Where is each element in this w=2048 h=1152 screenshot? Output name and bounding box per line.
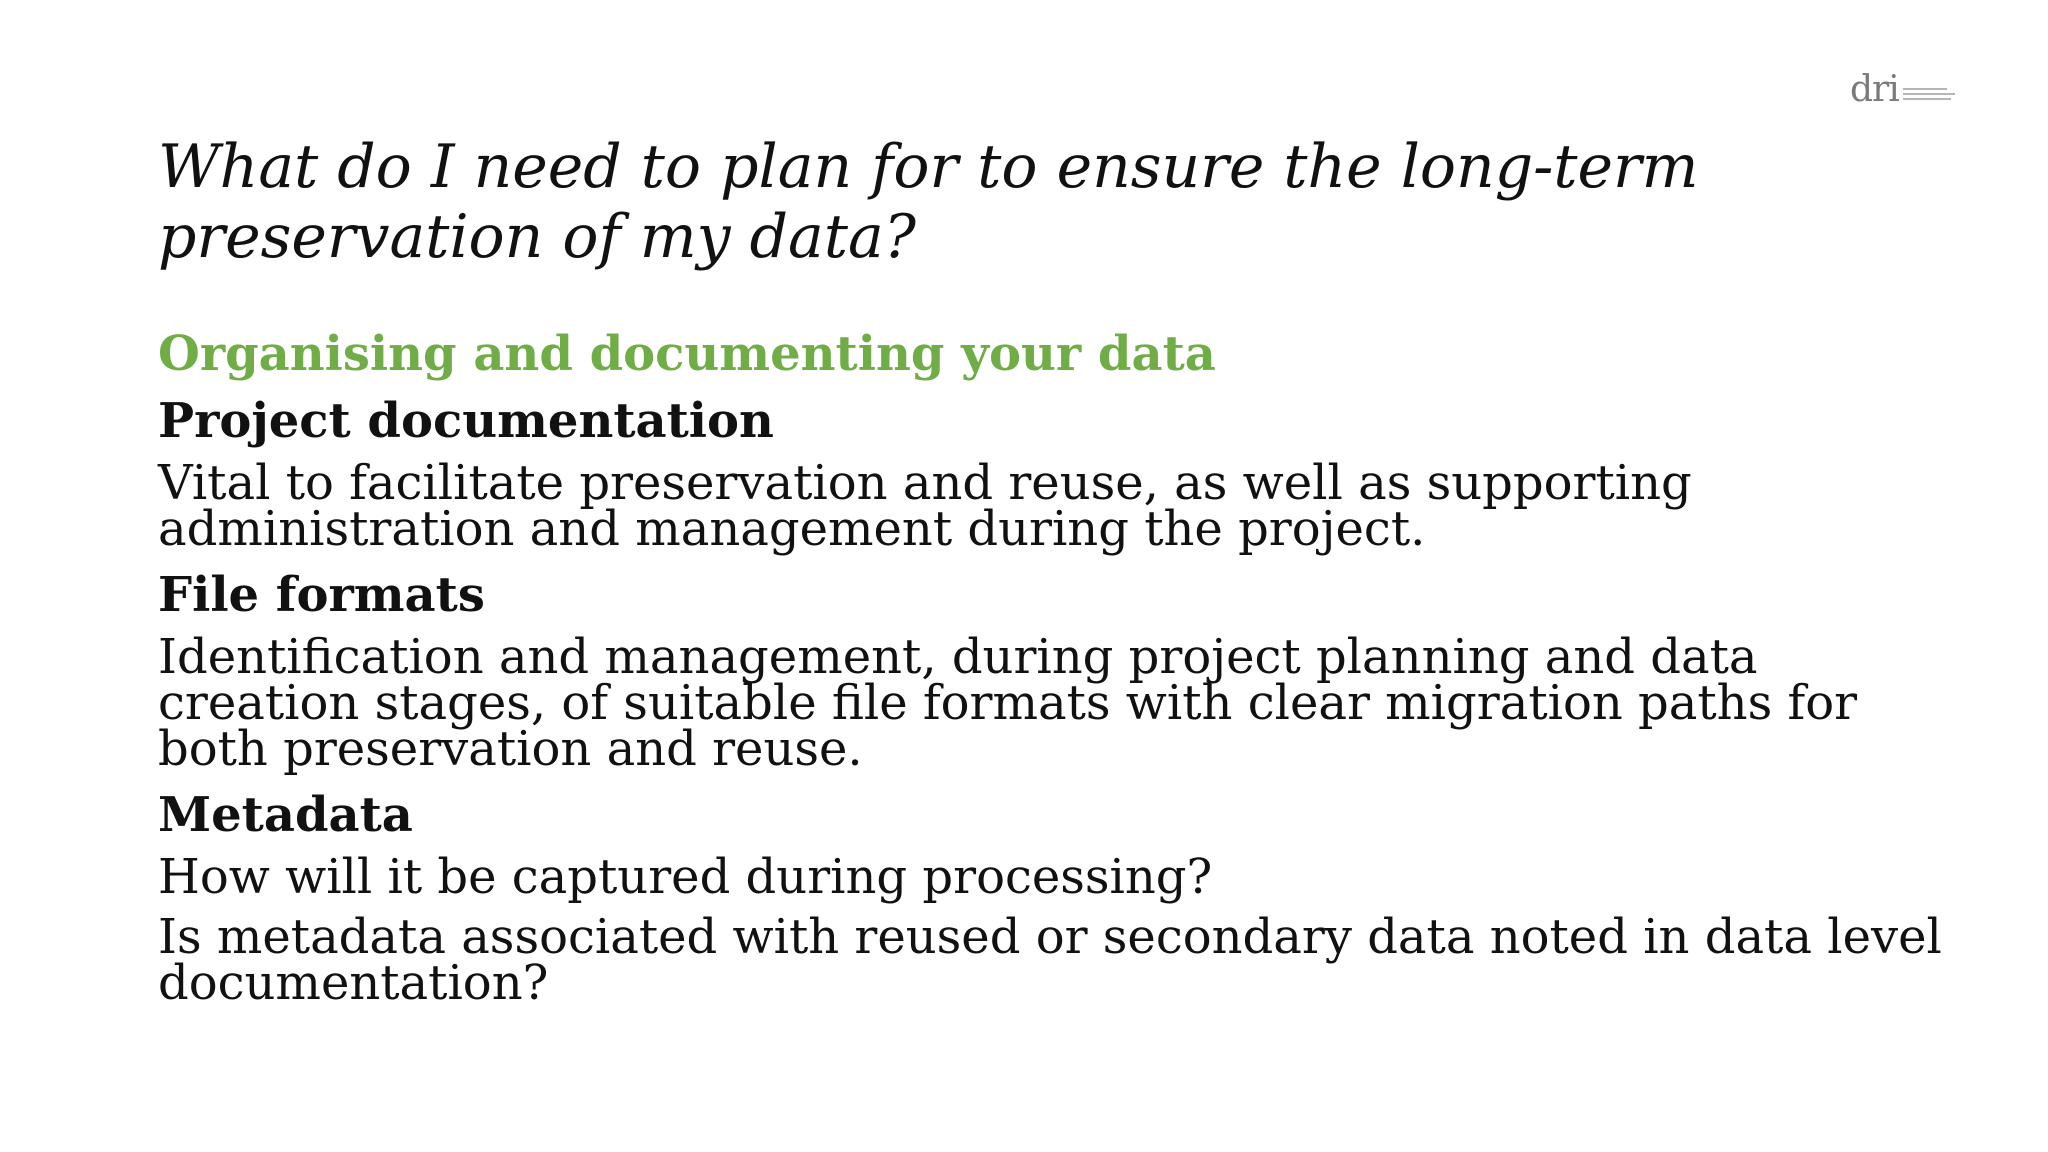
dri-logo-text: dri — [1850, 69, 1899, 110]
slide-body — [158, 324, 1958, 1020]
section-heading: Organising and documenting your data — [158, 326, 1216, 382]
metadata-heading: Metadata — [158, 787, 413, 843]
file-formats-text: Identification and management, during project planning and data creation stages, of suitable file formats with clear migration paths for both preservation and reuse. — [158, 629, 1858, 777]
metadata-question-capture: How will it be captured during processing? — [158, 849, 1213, 905]
project-documentation-text: Vital to facilitate preservation and reuse, as well as supporting administration and management during the project. — [158, 455, 1692, 557]
dri-logo-tagline-lines — [1903, 88, 1955, 100]
file-formats-heading: File formats — [158, 567, 485, 623]
dri-logo — [1850, 66, 1970, 108]
metadata-question-reuse: Is metadata associated with reused or secondary data noted in data level documentation? — [158, 909, 1942, 1011]
project-documentation-heading: Project documentation — [158, 393, 774, 449]
slide-title: What do I need to plan for to ensure the long-term preservation of my data? — [158, 132, 1699, 272]
